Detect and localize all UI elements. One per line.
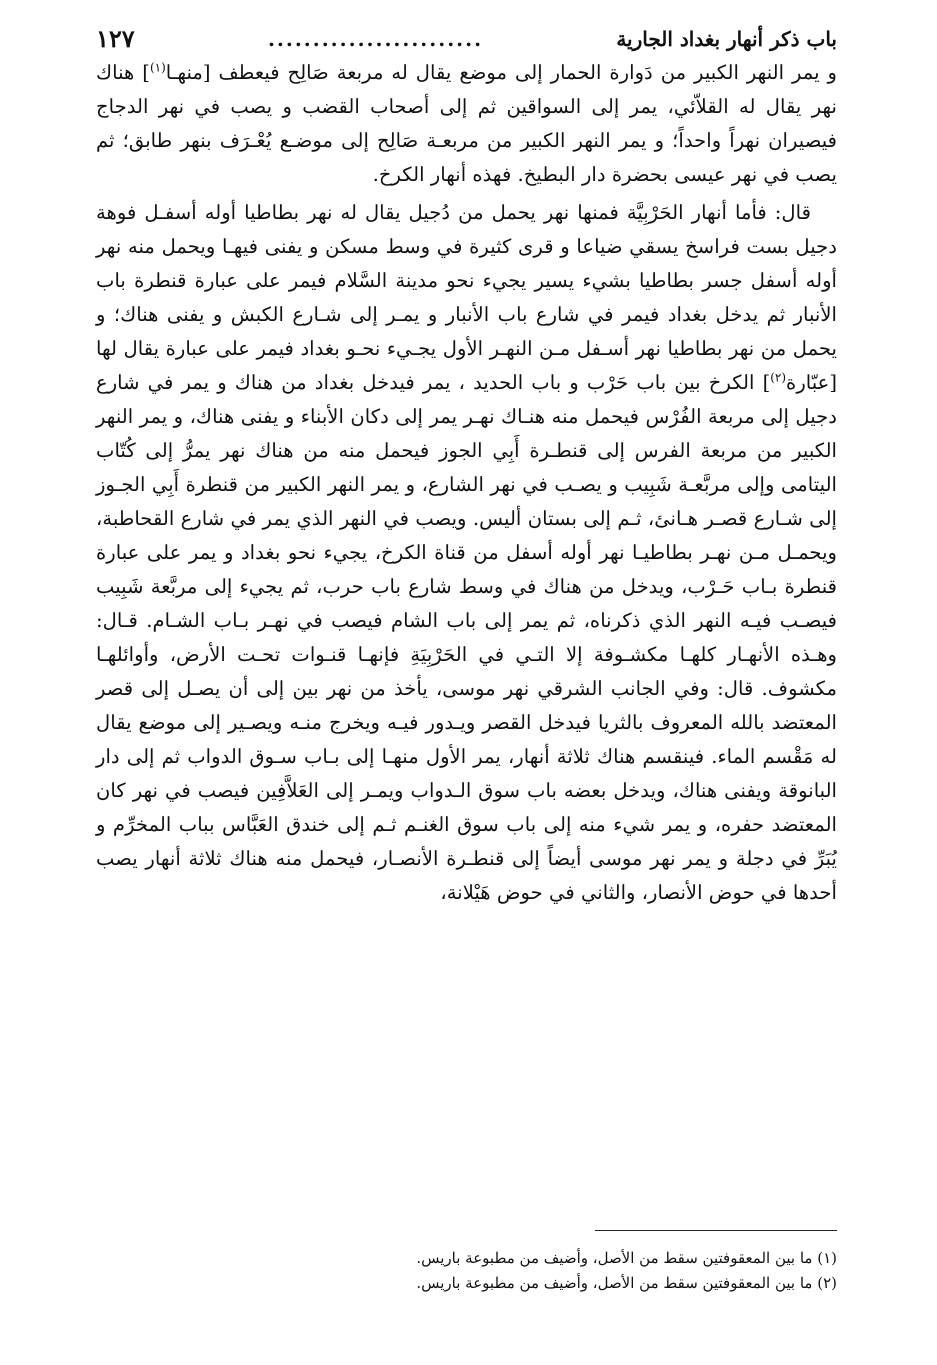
- footnotes: [300, 1246, 837, 1296]
- footnote-ref-2: (٢): [770, 370, 787, 385]
- paragraph-2-text-b: ] الكرخ بين باب حَرْب و باب الحديد ، يمر فيدخل بغداد من هناك و يمر في شارع دجيل إلى مربعة الفُرْس فيحمل منه هنـاك نهـر يمر إلى دكان الأبناء و يفنى هناك، و يمر النهر الكبير من مربعة الفرس إلى قنطـرة أَبِي الجوز فيحمل منه من هناك نهر يمرُّ إلى كُتّاب اليتامى وإلى مربَّعـة شَبِيب و يصـب في نهر الشارع، و يمر النهر الكبير من قنطرة أَبِي الجـوز إلى شـارع قصـر هـانئ، ثـم إلى بستان أليس. ويصب في النهر الذي يمر في شارع القحاطبة، ويحمـل مـن نهـر بطاطيـا نهر أوله أسفل من قناة الكرخ، يجيء نحو بغداد و يمر على عبارة قنطرة بـاب حَـرْب، ويدخل من هناك في وسط شارع باب حرب، ثم يجيء إلى مربَّعة شَبِيب فيصـب فيـه النهر الذي ذكرناه، ثم يمر إلى باب الشام فيصب في نهـر بـاب الشـام. قـال: وهـذه الأنهـار كلهـا مكشـوفة إلا التـي في الحَرْبِيَةِ فإنهـا قنـوات تحـت الأرض، وأوائلهـا مكشوف. قال: وفي الجانب الشرقي نهر موسى، يأخذ من نهر بين إلى أن يصـل إلى قصر المعتضد بالله المعروف بالثريا فيدخل القصر ويـدور فيـه ويخرج منـه ويصـير إلى موضع يقال له مَقْسم الماء. فينقسم هناك ثلاثة أنهار، يمر الأول منهـا إلى بـاب سـوق الدواب ثم إلى دار البانوقة ويفنى هناك، ويدخل بعضه باب سوق الـدواب ويمـر إلى العَلاَّفِين فيصب في نهر كان المعتضد حفره، و يمر شيء منه إلى باب سوق الغنـم ثـم إلى خندق العَبَّاس بباب المخرِّم و يُبَرِّ في دجلة و يمر نهر موسى أيضاً إلى قنطـرة الأنصـار، فيحمل منه هناك ثلاثة أنهار يصب أحدها في حوض الأنصار، والثاني في حوض هَيْلانة،: [96, 371, 837, 904]
- chapter-title: باب ذكر أنهار بغداد الجارية: [616, 27, 837, 51]
- header-leader-dots: ........................: [267, 27, 484, 51]
- book-page: [96, 22, 837, 910]
- footnote-1: (١) ما بين المعقوفتين سقط من الأصل، وأضيف من مطبوعة باريس.: [416, 1249, 837, 1267]
- page-number: ١٢٧: [96, 24, 135, 53]
- paragraph-1-text-a: و يمر النهر الكبير من دَوارة الحمار إلى موضع يقال له مربعة صَالِح فيعطف [منهـا: [165, 61, 837, 84]
- main-text: [96, 56, 837, 910]
- footnote-ref-1: (١): [149, 60, 166, 75]
- paragraph-2-text-a: قال: فأما أنهار الحَرْبِيَّة فمنها نهر يحمل من دُجيل يقال له نهر بطاطيا أوله أسفـل فوهة دجيل بست فراسخ يسقي ضياعا و قرى كثيرة في وسط مسكن و يفنى فيهـا ويحمل منه نهر أوله أسفل جسر بطاطيا بشيء يسير يجيء نحو مدينة السَّلام فيمر على عبارة قنطرة باب الأنبار ثم يدخل بغداد فيمر في شارع باب الأنبار و يمـر إلى شـارع الكبش و يفنى هناك؛ و يحمل من نهر بطاطيا نهر أسـفل مـن النهـر الأول يجـيء نحـو بغداد فيمر على عبارة يقال لها [عبّارة: [96, 201, 837, 394]
- footnote-2: (٢) ما بين المعقوفتين سقط من الأصل، وأضيف من مطبوعة باريس.: [416, 1274, 837, 1292]
- paragraph-1: [96, 56, 837, 192]
- paragraph-2: [96, 196, 837, 910]
- paragraph-1-text-b: ] هناك نهر يقال له القلاّئي، يمر إلى السواقين ثم إلى أصحاب القضب و يصب في نهر الدجاج فيصيران نهراً واحداً؛ و يمر النهر الكبير من مربعـة صَالِح إلى موضـع يُعْـرَف بنهر طابق؛ ثم يصب في نهر عيسى بحضرة دار البطيخ. فهذه أنهار الكرخ.: [96, 61, 837, 186]
- footnote-divider: [595, 1230, 837, 1231]
- running-header: [96, 22, 837, 56]
